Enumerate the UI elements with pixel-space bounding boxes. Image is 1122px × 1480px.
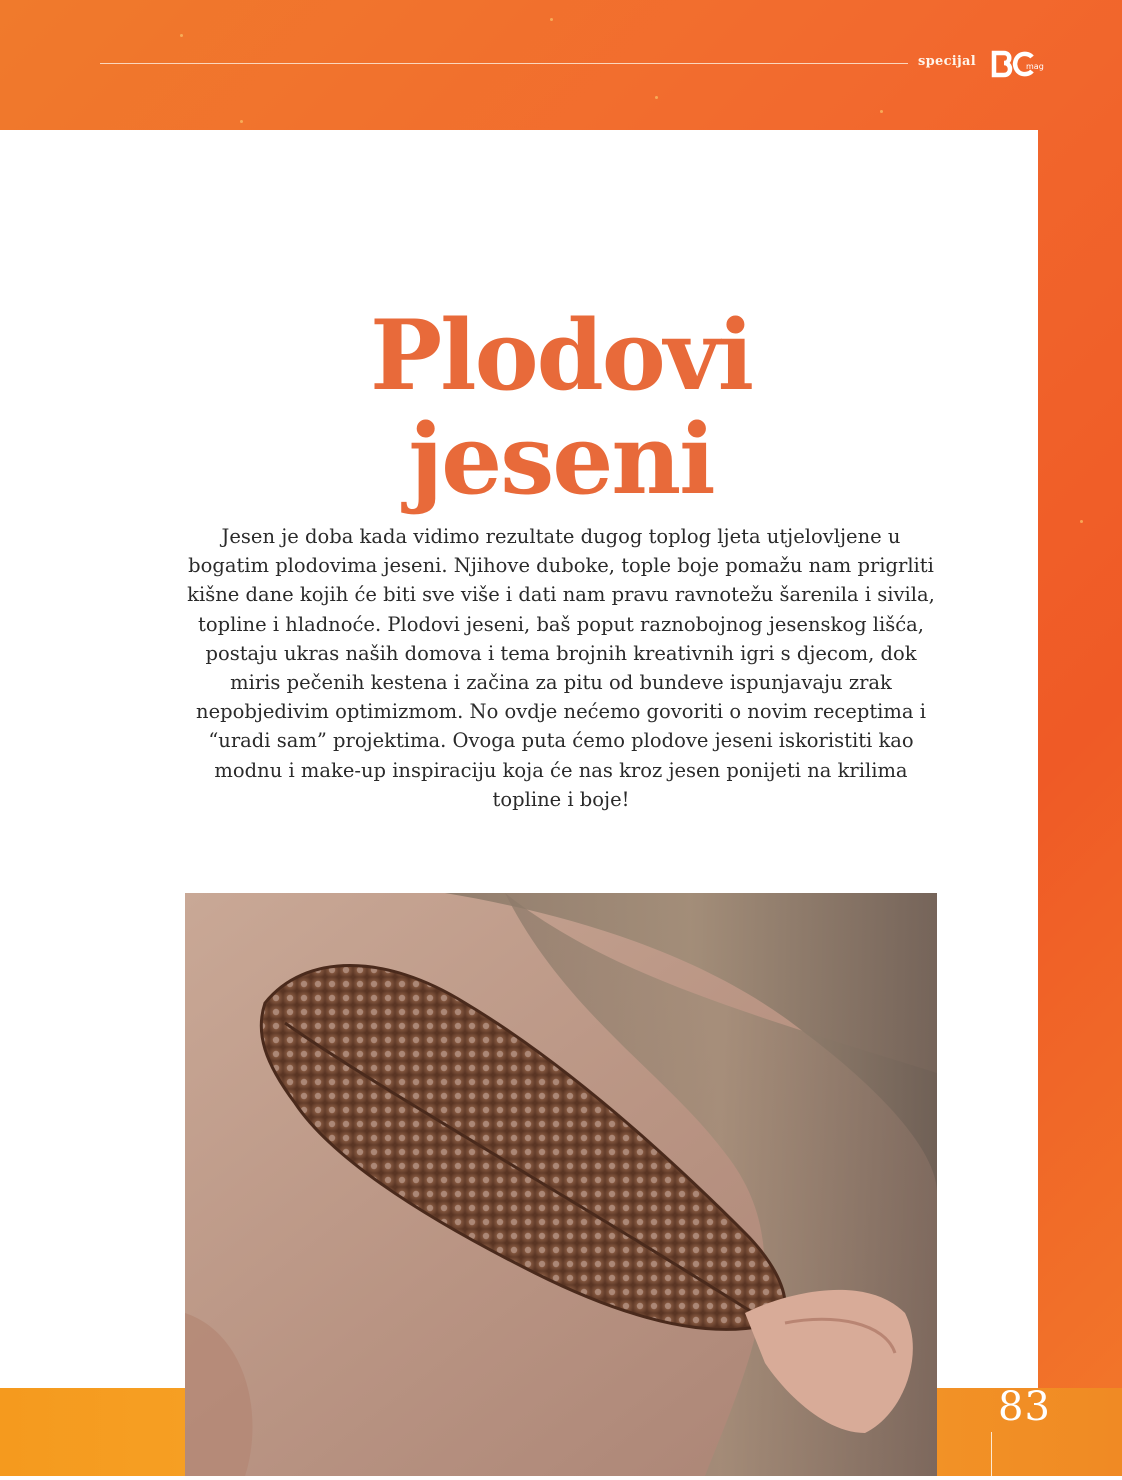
speck [880,110,883,113]
leaf-face-photo [185,893,937,1476]
speck [240,120,243,123]
section-label: specijal [918,54,976,69]
speck [1080,520,1083,523]
speck [655,96,658,99]
speck [550,18,553,21]
article-photo [185,893,937,1476]
magazine-logo [990,47,1042,81]
title-line-2: jeseni [408,403,714,517]
article-intro: Jesen je doba kada vidimo rezultate dugog toplog ljeta utjelovljene u bogatim plodovima jeseni. Njihove duboke, tople boje pomažu nam prigrliti kišne dane kojih će biti sve više i dati nam pravu ravnotežu šarenila i sivila, topline i hladnoće. Plodovi jeseni, baš poput raznobojnog jesenskog lišća, postaju ukras naših domova i tema brojnih kreativnih igri s djecom, dok miris pečenih kestena i začina za pitu od bundeve ispunjavaju zrak nepobjedivim optimizmom. No ovdje nećemo govoriti o novim receptima i “uradi sam” projektima. Ovoga puta ćemo plodove jeseni iskoristiti kao modnu i make-up inspiraciju koja će nas kroz jesen ponijeti na krilima topline i boje! [187,525,935,811]
title-line-1: Plodovi [369,299,753,413]
footer-rule [991,1432,992,1476]
speck [180,34,183,37]
page-number: 83 [998,1384,1051,1430]
header-rule [100,63,908,64]
logo-sub: mag [1026,62,1044,71]
article-title [0,299,1122,517]
